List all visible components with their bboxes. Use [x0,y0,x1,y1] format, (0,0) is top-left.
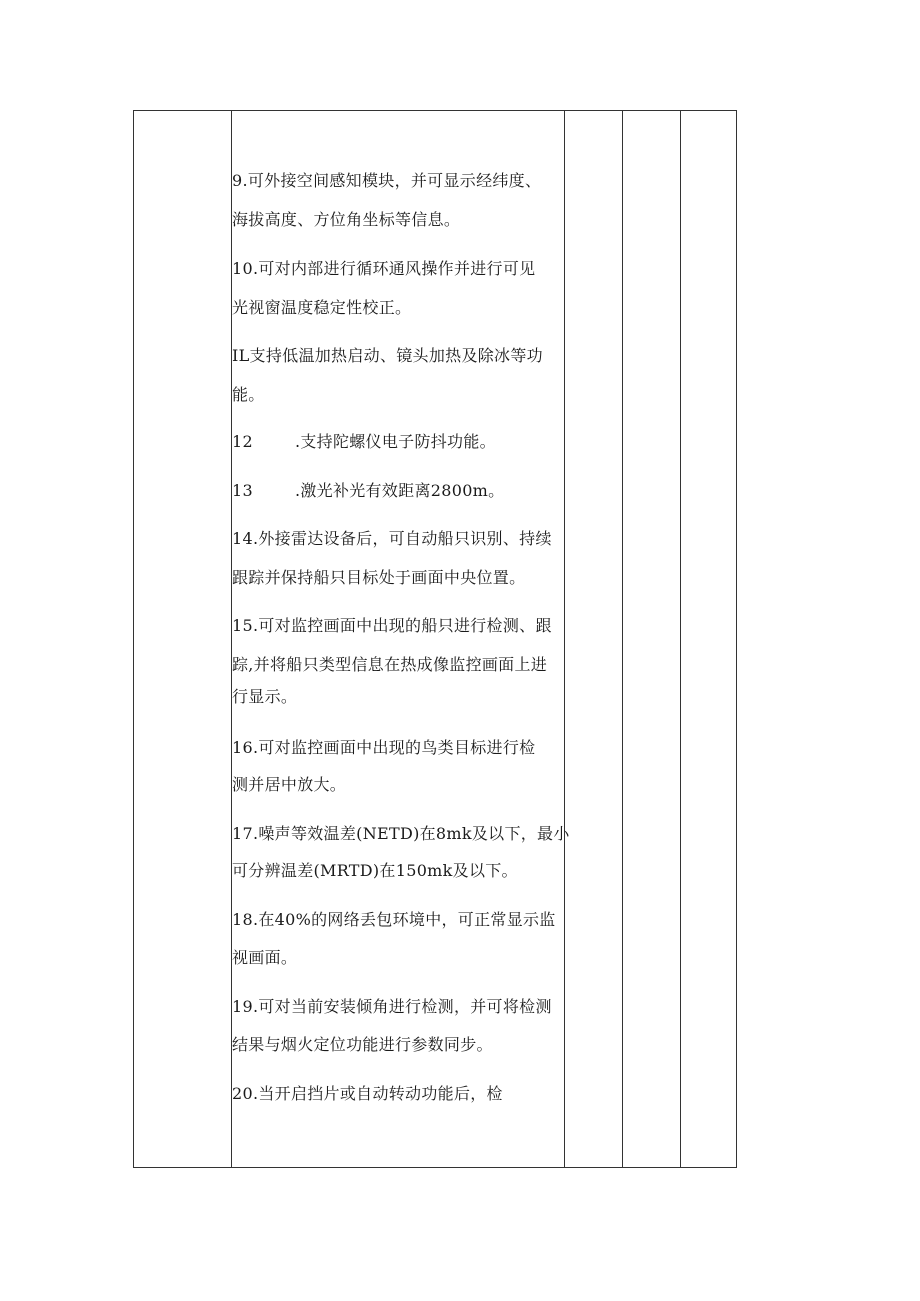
spec-item-10-line-1: 10.可对内部进行循环通风操作并进行可见 [232,259,536,278]
spec-item-15-line-2: 踪,并将船只类型信息在热成像监控画面上进 [232,655,548,674]
spec-content-cell [232,110,570,1168]
spec-item-19-line-1: 19.可对当前安装倾角进行检测，并可将检测 [232,997,552,1016]
item-text: .激光补光有效距离2800m。 [294,481,505,500]
spec-item-17-line-1: 17.噪声等效温差(NETD)在8mk及以下，最小 [232,824,570,843]
column-divider [622,111,623,1167]
spec-item-16-line-2: 测并居中放大。 [232,775,347,794]
spec-item-18-line-1: 18.在40%的网络丢包环境中，可正常显示监 [232,910,556,929]
spec-item-14-line-2: 跟踪并保持船只目标处于画面中央位置。 [232,568,526,587]
spec-item-16-line-1: 16.可对监控画面中出现的鸟类目标进行检 [232,738,536,757]
item-number: 12 [232,432,253,451]
column-divider [680,111,681,1167]
spec-item-20-line-1: 20.当开启挡片或自动转动功能后，检 [232,1084,503,1103]
item-number: 13 [232,481,253,500]
item-text: .支持陀螺仪电子防抖功能。 [294,432,496,451]
spec-item-12 [232,431,566,453]
spec-item-15-line-3: 行显示。 [232,687,298,706]
spec-item-11-line-1: IL支持低温加热启动、镜头加热及除冰等功 [232,346,543,365]
spec-item-11-line-2: 能。 [232,385,265,404]
spec-item-18-line-2: 视画面。 [232,948,298,967]
spec-item-17-line-2: 可分辨温差(MRTD)在150mk及以下。 [232,861,518,880]
spec-item-9-line-1: 9.可外接空间感知模块，并可显示经纬度、 [232,171,542,190]
spec-item-15-line-1: 15.可对监控画面中出现的船只进行检测、跟 [232,616,552,635]
spec-item-14-line-1: 14.外接雷达设备后，可自动船只识别、持续 [232,529,552,548]
spec-item-9-line-2: 海拔高度、方位角坐标等信息。 [232,210,461,229]
spec-item-10-line-2: 光视窗温度稳定性校正。 [232,298,412,317]
spec-item-13 [232,480,566,502]
spec-item-19-line-2: 结果与烟火定位功能进行参数同步。 [232,1035,493,1054]
